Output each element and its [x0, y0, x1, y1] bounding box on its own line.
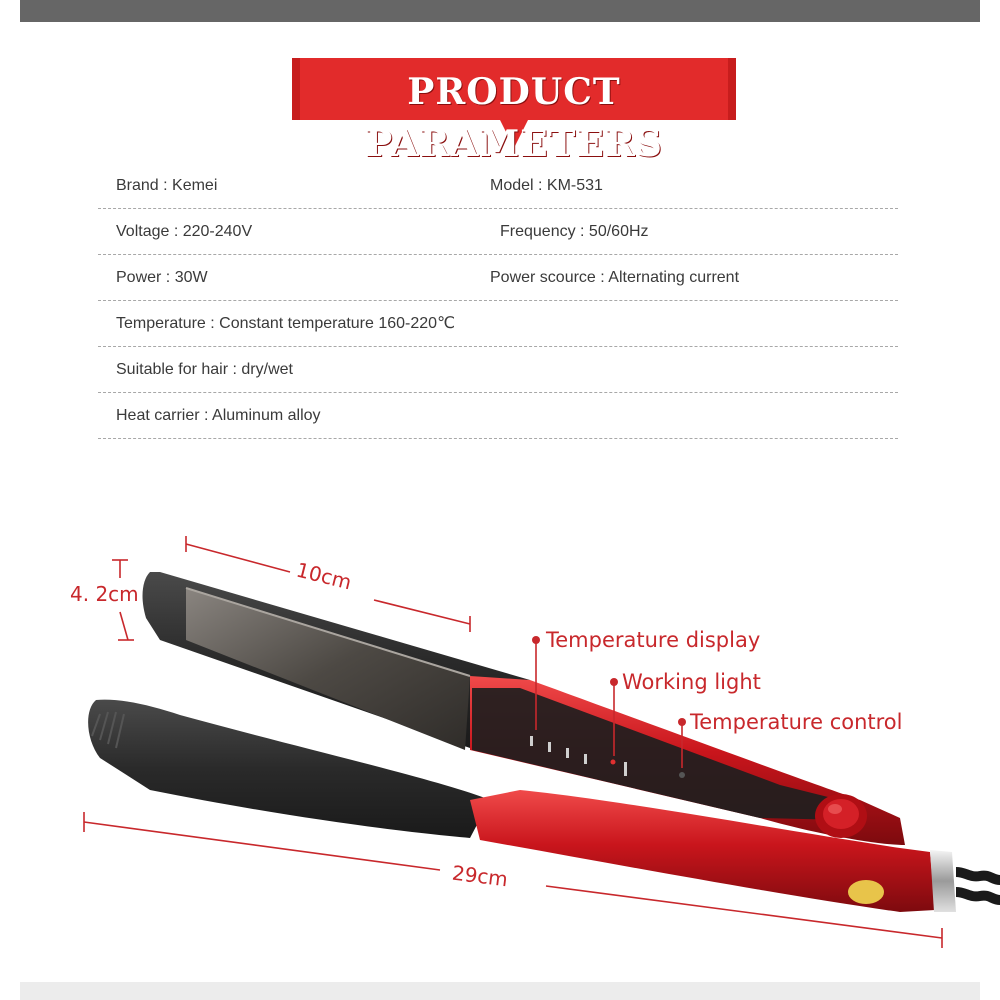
- total-length-label: 29cm: [450, 860, 510, 892]
- temperature-display-callout: Temperature display: [546, 628, 761, 652]
- top-bar: [20, 0, 980, 22]
- temperature-control-callout: Temperature control: [690, 710, 903, 734]
- param-model: Model : KM-531: [490, 177, 603, 194]
- param-row-hair-type: [98, 347, 898, 393]
- param-frequency: Frequency : 50/60Hz: [500, 223, 649, 240]
- param-row-brand-model: [98, 163, 898, 209]
- plate-height-label: 4. 2cm: [70, 582, 139, 606]
- param-heat-carrier: Heat carrier : Aluminum alloy: [116, 407, 321, 424]
- param-hair-type: Suitable for hair : dry/wet: [116, 361, 293, 378]
- plate-width-label: 10cm: [293, 557, 355, 595]
- bottom-bar: [20, 982, 980, 1000]
- param-voltage: Voltage : 220-240V: [116, 223, 253, 240]
- param-row-heat-carrier: [98, 393, 898, 439]
- param-power-source: Power scource : Alternating current: [490, 269, 740, 286]
- hair-straightener-image: [0, 500, 1000, 970]
- param-power: Power : 30W: [116, 269, 208, 286]
- product-parameters-banner: [292, 58, 736, 165]
- parameters-table: [98, 163, 898, 439]
- working-light-callout: Working light: [622, 670, 761, 694]
- param-brand: Brand : Kemei: [116, 177, 218, 194]
- banner-title: PRODUCT PARAMETERS: [365, 71, 663, 165]
- param-row-power: [98, 255, 898, 301]
- product-illustration: [0, 500, 1000, 970]
- param-temperature: Temperature : Constant temperature 160-220℃: [116, 315, 456, 332]
- param-row-voltage-frequency: [98, 209, 898, 255]
- param-row-temperature: [98, 301, 898, 347]
